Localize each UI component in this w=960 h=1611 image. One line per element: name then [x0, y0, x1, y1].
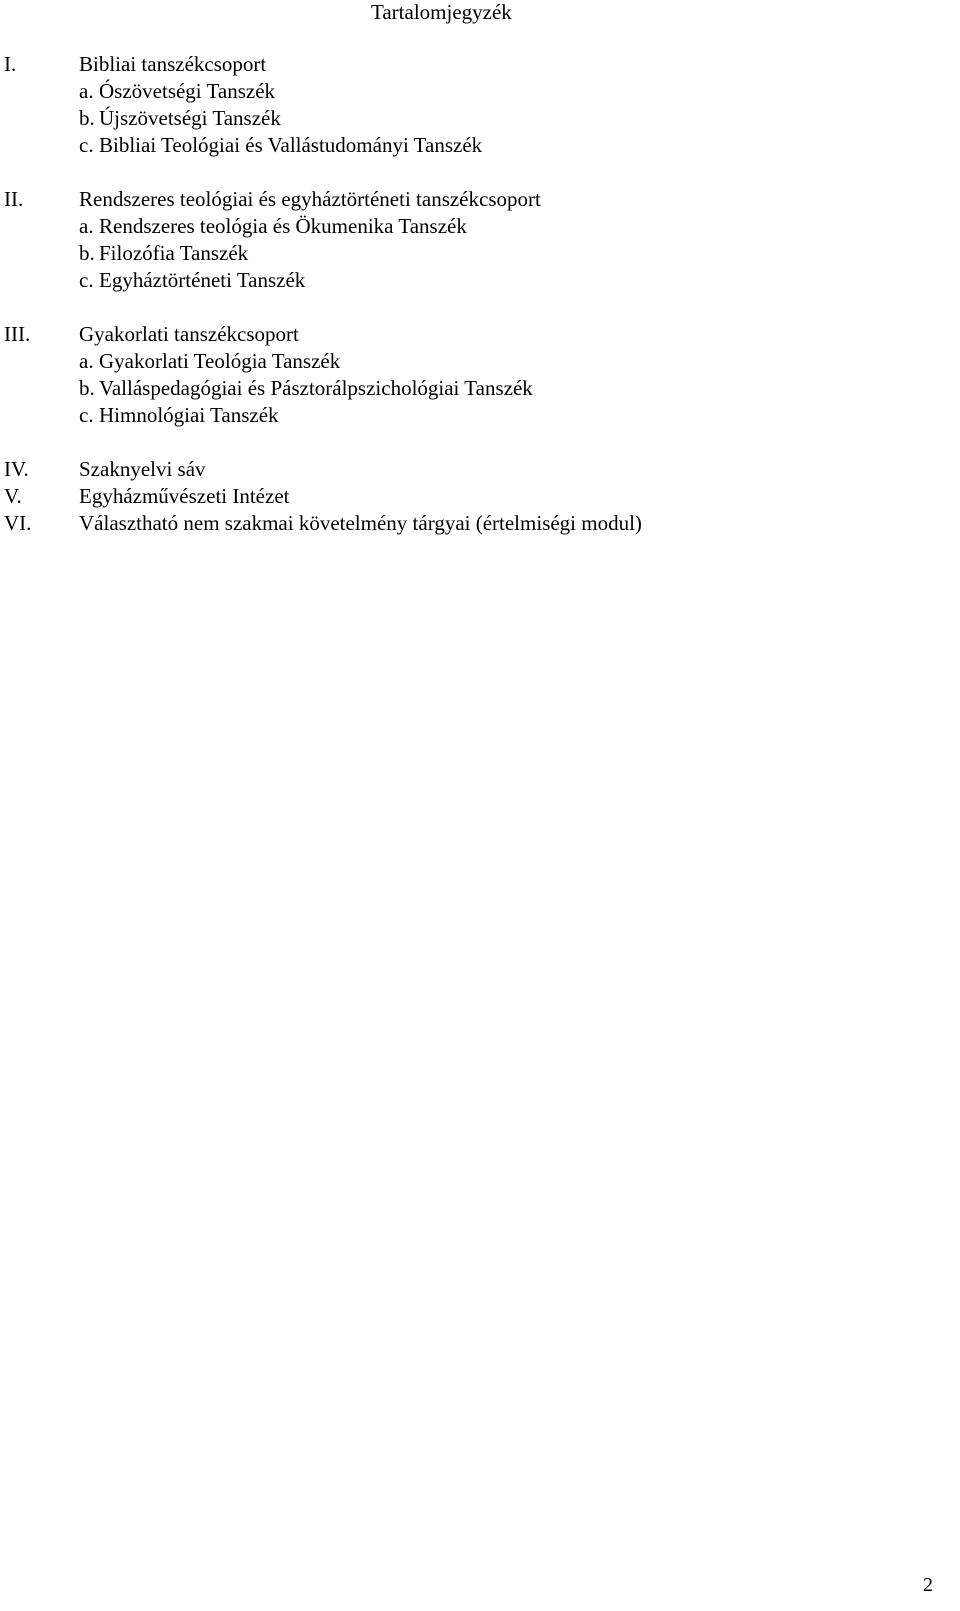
section-3-item-label-c: Himnológiai Tanszék	[99, 403, 279, 427]
section-1-item-letter-a: a.	[79, 79, 94, 103]
section-2-item-letter-b: b.	[79, 241, 95, 265]
section-2-item-label-c: Egyháztörténeti Tanszék	[99, 268, 306, 292]
section-title-1: Bibliai tanszékcsoport	[79, 52, 267, 76]
section-1-item-letter-c: c.	[79, 133, 94, 157]
section-2-item-letter-a: a.	[79, 214, 94, 238]
page-title: Tartalomjegyzék	[371, 0, 512, 24]
section-3-item-label-b: Valláspedagógiai és Pásztorálpszichológiai Tanszék	[99, 376, 533, 400]
section-3-item-letter-a: a.	[79, 349, 94, 373]
section-3-item-letter-c: c.	[79, 403, 94, 427]
section-title-4: Szaknyelvi sáv	[79, 457, 206, 481]
section-numeral-6: VI.	[4, 511, 32, 535]
section-1-item-label-a: Ószövetségi Tanszék	[99, 79, 276, 103]
section-numeral-4: IV.	[4, 457, 29, 481]
section-2-item-letter-c: c.	[79, 268, 94, 292]
section-3-item-letter-b: b.	[79, 376, 95, 400]
section-numeral-1: I.	[4, 52, 17, 76]
section-title-2: Rendszeres teológiai és egyháztörténeti tanszékcsoport	[79, 187, 541, 211]
section-1-item-letter-b: b.	[79, 106, 95, 130]
section-1-item-label-c: Bibliai Teológiai és Vallástudományi Tanszék	[99, 133, 483, 157]
section-2-item-label-b: Filozófia Tanszék	[99, 241, 249, 265]
section-numeral-5: V.	[4, 484, 22, 508]
section-numeral-3: III.	[4, 322, 31, 346]
section-numeral-2: II.	[4, 187, 24, 211]
section-title-5: Egyházművészeti Intézet	[79, 484, 290, 508]
section-1-item-label-b: Újszövetségi Tanszék	[99, 106, 281, 130]
section-title-3: Gyakorlati tanszékcsoport	[79, 322, 299, 346]
section-3-item-label-a: Gyakorlati Teológia Tanszék	[99, 349, 341, 373]
section-2-item-label-a: Rendszeres teológia és Ökumenika Tanszék	[99, 214, 467, 238]
section-title-6: Választható nem szakmai követelmény tárgyai (értelmiségi modul)	[79, 511, 642, 535]
page-number: 2	[923, 1574, 933, 1596]
